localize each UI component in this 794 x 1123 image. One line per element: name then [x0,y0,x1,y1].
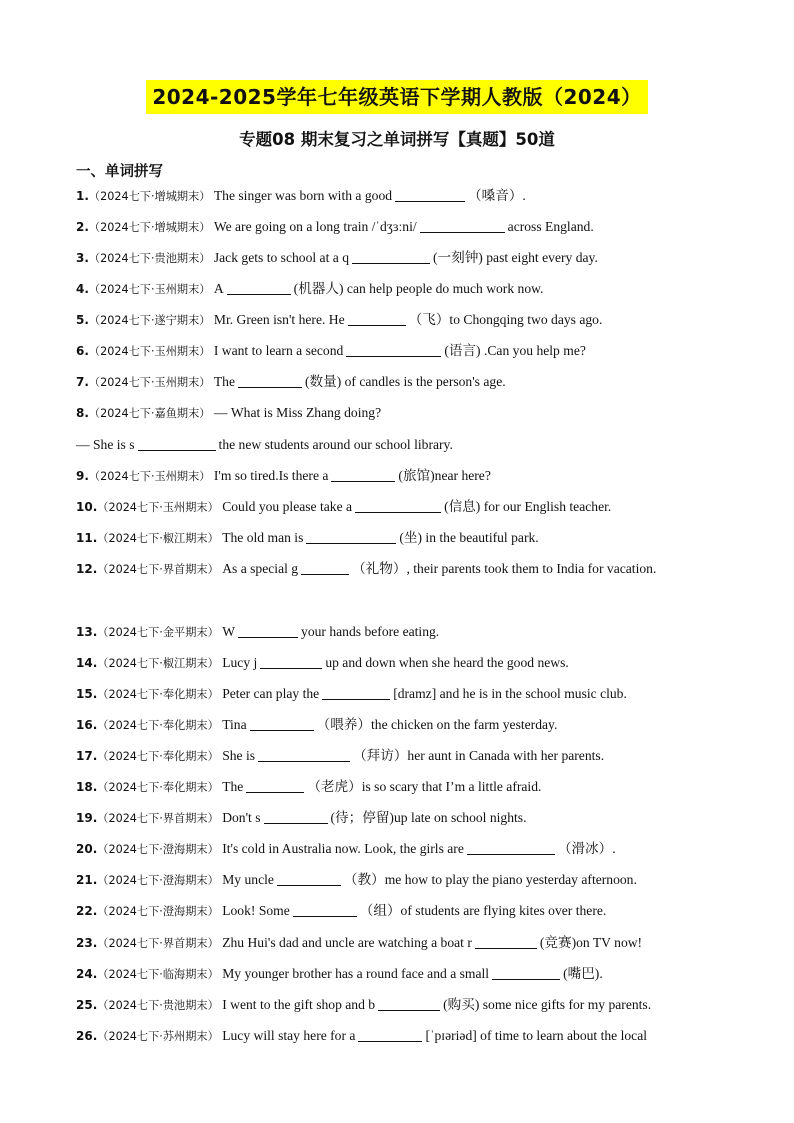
question-source: （2024七下·遂宁期末） [88,314,211,327]
question-source: （2024七下·金平期末） [97,626,219,639]
question-item [76,901,716,922]
question-text: — What is Miss Zhang doing? [210,405,382,420]
question-source: （2024七下·临海期末） [97,968,219,981]
question-number: 11. [76,531,98,545]
answer-blank[interactable] [492,965,560,980]
question-number: 23. [76,936,98,950]
question-text: I'm so tired.Is there a [210,468,329,483]
question-source: （2024七下·嘉鱼期末） [88,407,211,420]
question-source: （2024七下·椒江期末） [97,657,219,670]
question-text-after: (数量) of candles is the person's age. [305,374,506,389]
question-text: The old man is [218,530,304,545]
question-text: W [218,624,236,639]
question-source: （2024七下·奉化期末） [97,719,219,732]
question-text-after: （教）me how to play the piano yesterday afternoon. [343,872,637,887]
question-source: （2024七下·澄海期末） [97,874,219,887]
question-text-after: （嗓音）. [468,188,526,203]
question-text: Lucy will stay here for a [218,1028,356,1043]
answer-blank[interactable] [378,996,440,1011]
answer-blank[interactable] [358,1027,422,1042]
question-text-after: [ˈpɪəriəd] of time to learn about the local [425,1028,648,1043]
question-item [76,1026,716,1047]
answer-blank[interactable] [293,902,357,917]
question-source: （2024七下·奉化期末） [97,750,219,763]
question-text: The [210,374,235,389]
question-item [76,372,716,393]
question-source: （2024七下·贵池期末） [97,999,219,1012]
question-source: （2024七下·界首期末） [97,937,219,950]
question-number: 25. [76,998,98,1012]
question-text-after: up and down when she heard the good news. [325,655,569,670]
question-number: 15. [76,687,98,701]
question-number: 26. [76,1029,98,1043]
question-item [76,653,716,674]
question-item [76,186,716,207]
question-number: 6. [76,344,89,358]
question-number: 18. [76,780,98,794]
question-item [76,684,716,705]
answer-blank[interactable] [395,187,465,202]
question-text: I want to learn a second [210,343,344,358]
answer-blank[interactable] [138,436,216,451]
question-item [76,839,716,860]
question-source: （2024七下·苏州期末） [97,1030,219,1043]
question-text-after: （组）of students are flying kites over there. [359,903,607,918]
question-text: It's cold in Australia now. Look, the girls are [218,841,464,856]
question-number: 12. [76,562,98,576]
question-number: 5. [76,313,89,327]
question-item [76,715,716,736]
answer-blank[interactable] [475,934,537,949]
question-text: Mr. Green isn't here. He [210,312,345,327]
question-source: （2024七下·椒江期末） [97,532,219,545]
answer-blank[interactable] [277,871,341,886]
answer-blank[interactable] [264,809,328,824]
question-source: （2024七下·玉州期末） [88,283,211,296]
question-source: （2024七下·增城期末） [88,221,211,234]
question-item [76,995,716,1016]
question-item [76,217,716,238]
question-number: 24. [76,967,98,981]
question-source: （2024七下·玉州期末） [88,345,211,358]
question-text-after: （滑冰）. [557,841,616,856]
question-item [76,964,716,985]
question-source: （2024七下·奉化期末） [97,688,219,701]
title-wrap [0,80,794,114]
question-item [76,403,716,424]
question-text-after: （飞）to Chongqing two days ago. [408,312,603,327]
question-source: （2024七下·玉州期末） [97,501,219,514]
question-text: Don't s [218,810,261,825]
answer-blank[interactable] [250,716,314,731]
question-text: She is [218,748,256,763]
question-text-after: (旅馆)near here? [398,468,491,483]
question-text-after: （喂养）the chicken on the farm yesterday. [316,717,558,732]
question-number: 8. [76,406,89,420]
answer-blank[interactable] [348,311,406,326]
question-text-after: across England. [507,219,594,234]
answer-blank[interactable] [306,529,396,544]
answer-blank[interactable] [352,249,430,264]
question-number: 9. [76,469,89,483]
answer-blank[interactable] [420,218,505,233]
question-source: （2024七下·奉化期末） [97,781,219,794]
answer-blank[interactable] [346,342,441,357]
question-text-after: （拜访）her aunt in Canada with her parents. [353,748,605,763]
answer-blank[interactable] [331,467,395,482]
question-number: 10. [76,500,98,514]
question-number: 14. [76,656,98,670]
question-number: 16. [76,718,98,732]
question-item [76,933,716,954]
question-text: — She is s [76,437,135,452]
question-source: （2024七下·玉州期末） [88,376,211,389]
answer-blank[interactable] [301,560,349,575]
question-source: （2024七下·玉州期末） [88,470,211,483]
question-text: Zhu Hui's dad and uncle are watching a boat r [218,935,472,950]
question-item [76,435,716,455]
question-text: Could you please take a [218,499,353,514]
question-text: I went to the gift shop and b [218,997,376,1012]
question-text: Look! Some [218,903,290,918]
question-text: The singer was born with a good [210,188,393,203]
question-text-after: (待；停留)up late on school nights. [330,810,527,825]
question-text-after: [dramz] and he is in the school music club. [393,686,627,701]
question-item [76,310,716,331]
question-text-after: （礼物）, their parents took them to India for vacation. [352,561,657,576]
question-text: We are going on a long train /ˈdʒɜːni/ [210,219,417,234]
question-text-after: (竞赛)on TV now! [539,935,643,950]
question-source: （2024七下·澄海期末） [97,905,219,918]
question-text-after: (坐) in the beautiful park. [399,530,539,545]
question-number: 22. [76,904,98,918]
question-text-after: (机器人) can help people do much work now. [293,281,544,296]
question-number: 19. [76,811,98,825]
question-text: A [210,281,224,296]
answer-blank[interactable] [260,654,322,669]
answer-blank[interactable] [227,280,291,295]
answer-blank[interactable] [467,840,555,855]
question-number: 7. [76,375,89,389]
question-number: 21. [76,873,98,887]
question-text-after: （老虎）is so scary that I’m a little afraid. [307,779,542,794]
question-source: （2024七下·澄海期末） [97,843,219,856]
question-number: 20. [76,842,98,856]
answer-blank[interactable] [238,373,302,388]
question-source: （2024七下·界首期末） [97,812,219,825]
question-text: Peter can play the [218,686,320,701]
question-number: 4. [76,282,89,296]
question-item [76,622,716,643]
question-text-after: (语言) .Can you help me? [444,343,586,358]
question-source: （2024七下·贵池期末） [88,252,211,265]
answer-blank[interactable] [238,623,298,638]
question-text: As a special g [218,561,299,576]
question-text: Jack gets to school at a q [210,250,349,265]
question-number: 2. [76,220,89,234]
question-item [76,248,716,269]
question-item [76,341,716,362]
question-source: （2024七下·界首期末） [97,563,219,576]
question-text-after: (嘴巴). [563,966,603,981]
page-subtitle: 专题08 期末复习之单词拼写【真题】50道 [239,130,555,149]
question-number: 13. [76,625,98,639]
question-item [76,870,716,891]
question-text: Lucy j [218,655,258,670]
question-source: （2024七下·增城期末） [88,190,211,203]
question-item [76,497,716,518]
question-item [76,528,716,549]
question-item [76,466,716,487]
question-text-after: (购买) some nice gifts for my parents. [443,997,652,1012]
question-item [76,746,716,767]
question-item [76,279,716,300]
question-number: 17. [76,749,98,763]
answer-blank[interactable] [355,498,441,513]
question-text-after: the new students around our school library. [218,437,453,452]
question-text-after: your hands before eating. [301,624,440,639]
question-text-after: (信息) for our English teacher. [444,499,612,514]
section-heading: 一、单词拼写 [76,164,163,180]
question-text: My uncle [218,872,274,887]
question-item [76,553,696,585]
question-item [76,777,716,798]
answer-blank[interactable] [246,778,304,793]
question-text: The [218,779,244,794]
question-number: 1. [76,189,89,203]
question-text: Tina [218,717,247,732]
question-text: My younger brother has a round face and a small [218,966,490,981]
answer-blank[interactable] [258,747,350,762]
question-number: 3. [76,251,89,265]
question-text-after: (一刻钟) past eight every day. [433,250,598,265]
page-title: 2024-2025学年七年级英语下学期人教版（2024） [146,80,647,114]
question-item [76,808,716,829]
answer-blank[interactable] [322,685,390,700]
